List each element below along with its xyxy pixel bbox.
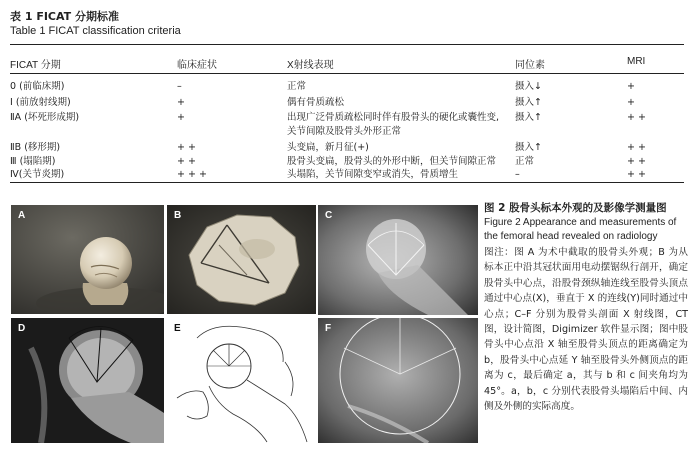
row-5-xray: 头塌陷，关节间隙变窄或消失，骨质增生 bbox=[287, 169, 459, 180]
panel-c-xray-image bbox=[318, 205, 478, 315]
header-isotope: 同位素 bbox=[515, 60, 545, 71]
panel-f-label: F bbox=[325, 323, 332, 334]
figure-caption-body: 图注：图 A 为术中截取的股骨头外观；B 为从标本正中沿其冠状面用电动摆锯纵行剖开，确定股骨头中心点，沿股骨颈纵轴连线至股骨头顶点通过中心点(X)，垂直于 X 的连线(Y)同时通过中心点；C–F 分别为股骨头剖面 X 射线图，CT 图，设计简图，Digimizer 软件显示图；图中股骨头中心点沿 X 轴至股骨头顶点的距离确定为 b，股骨头中心点延 Y 轴至股骨头外侧顶点的距离为 c，最后确定 a，其与 b 和 c 间夹角均为 45°。a，b，c 分别代表股骨头塌陷后中间、内侧及外侧的实际高度。 bbox=[484, 247, 688, 413]
panel-d-label: D bbox=[18, 323, 26, 334]
row-5-mri: + + bbox=[627, 169, 646, 180]
row-1-stage: Ⅰ (前放射线期) bbox=[10, 97, 71, 108]
row-3-mri: + + bbox=[627, 142, 646, 153]
row-2-stage: ⅡA (坏死形成期) bbox=[10, 112, 80, 123]
header-clinical-symptom: 临床症状 bbox=[177, 60, 217, 71]
header-mri: MRI bbox=[627, 56, 646, 67]
row-3-symptom: + + bbox=[177, 142, 196, 153]
row-5-isotope: – bbox=[515, 169, 520, 180]
table-top-rule bbox=[10, 44, 684, 45]
row-0-stage: 0 (前临床期) bbox=[10, 81, 65, 92]
row-1-mri: + bbox=[627, 97, 635, 108]
row-1-xray: 偶有骨质疏松 bbox=[287, 97, 345, 108]
row-4-xray: 股骨头变扁，股骨头的外形中断，但关节间隙正常 bbox=[287, 156, 497, 167]
panel-e-label: E bbox=[174, 323, 181, 334]
table-title-cn: 表 1 FICAT 分期标准 bbox=[10, 10, 119, 23]
row-3-xray: 头变扁，新月征(+) bbox=[287, 142, 369, 153]
row-3-isotope: 摄入↑ bbox=[515, 142, 542, 153]
row-0-mri: + bbox=[627, 81, 635, 92]
row-5-symptom: + + + bbox=[177, 169, 207, 180]
row-4-mri: + + bbox=[627, 156, 646, 167]
row-3-stage: ⅡB (移形期) bbox=[10, 142, 61, 153]
header-ficat-stage: FICAT 分期 bbox=[10, 60, 61, 71]
figure-caption bbox=[484, 201, 688, 414]
panel-a-specimen-photo bbox=[11, 205, 164, 314]
row-1-symptom: + bbox=[177, 97, 185, 108]
panel-c-label: C bbox=[325, 210, 333, 221]
row-0-xray: 正常 bbox=[287, 81, 307, 92]
panel-a-label: A bbox=[18, 210, 26, 221]
row-0-isotope: 摄入↓ bbox=[515, 81, 542, 92]
row-2-mri: + + bbox=[627, 112, 646, 123]
row-2-symptom: + bbox=[177, 112, 185, 123]
row-4-symptom: + + bbox=[177, 156, 196, 167]
row-4-isotope: 正常 bbox=[515, 156, 535, 167]
row-0-symptom: – bbox=[177, 81, 182, 92]
panel-e-schematic-drawing bbox=[167, 318, 316, 443]
header-xray-finding: X射线表现 bbox=[287, 60, 334, 71]
row-2-isotope: 摄入↑ bbox=[515, 112, 542, 123]
panel-b-label: B bbox=[174, 210, 182, 221]
row-2-xray: 出现广泛骨质疏松同时伴有股骨头的硬化或囊性变, bbox=[287, 112, 500, 123]
table-bottom-rule bbox=[10, 182, 684, 183]
figure-caption-title-en: Figure 2 Appearance and measurements of the femoral head revealed on radiology bbox=[484, 217, 677, 242]
panel-d-ct-image bbox=[11, 318, 164, 443]
row-2-xray-line2: 关节间隙及股骨头外形正常 bbox=[287, 126, 402, 137]
table-title-en: Table 1 FICAT classification criteria bbox=[10, 25, 181, 37]
row-1-isotope: 摄入↑ bbox=[515, 97, 542, 108]
figure-caption-title-cn: 图 2 股骨头标本外观的及影像学测量图 bbox=[484, 202, 667, 214]
table-header-rule bbox=[10, 73, 684, 74]
panel-b-sectioned-specimen-photo bbox=[167, 205, 316, 314]
row-4-stage: Ⅲ (塌陷期) bbox=[10, 156, 56, 167]
panel-f-digimizer-image bbox=[318, 318, 478, 443]
row-5-stage: Ⅳ(关节炎期) bbox=[10, 169, 65, 180]
